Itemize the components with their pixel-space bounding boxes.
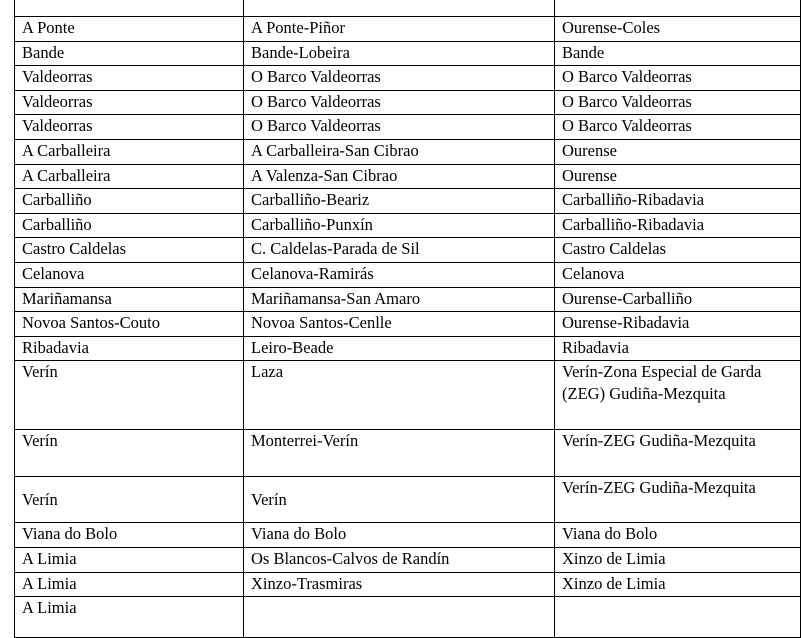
table-row bbox=[15, 430, 801, 477]
table-cell: Celanova bbox=[555, 262, 801, 287]
table-cell: Verín-Zona Especial de Garda (ZEG) Gudiña-Mezquita bbox=[555, 361, 801, 430]
table-cell: Celanova bbox=[15, 262, 244, 287]
table-cell: Mariñamansa bbox=[15, 287, 244, 312]
table-cell: Os Blancos-Calvos de Randín bbox=[244, 547, 555, 572]
table-row bbox=[15, 139, 801, 164]
table-cell: O Barco Valdeorras bbox=[244, 66, 555, 91]
table-row bbox=[15, 213, 801, 238]
table-row bbox=[15, 0, 801, 17]
table-row bbox=[15, 597, 801, 638]
table-cell: O Barco Valdeorras bbox=[244, 115, 555, 140]
table-cell: Ourense bbox=[555, 164, 801, 189]
table-cell: Bande bbox=[15, 41, 244, 66]
table-cell: Leiro-Beade bbox=[244, 336, 555, 361]
table-row bbox=[15, 90, 801, 115]
table-cell: Ourense-Ribadavia bbox=[555, 312, 801, 337]
table-cell: Valdeorras bbox=[15, 66, 244, 91]
table-cell: A Valenza-San Cibrao bbox=[244, 164, 555, 189]
table-cell: Bande bbox=[555, 41, 801, 66]
table-row bbox=[15, 336, 801, 361]
table-cell: Viana do Bolo bbox=[15, 523, 244, 548]
table-cell: Verín bbox=[15, 430, 244, 477]
table-cell: A Carballeira-San Cibrao bbox=[244, 139, 555, 164]
table-row bbox=[15, 238, 801, 263]
table-row bbox=[15, 262, 801, 287]
table-cell: O Barco Valdeorras bbox=[555, 66, 801, 91]
table-cell: Castro Caldelas bbox=[555, 238, 801, 263]
table-cell: Ourense-Carballiño bbox=[555, 287, 801, 312]
table-cell: Carballiño bbox=[15, 213, 244, 238]
table-row bbox=[15, 115, 801, 140]
table-row bbox=[15, 17, 801, 42]
table-cell: Castro Caldelas bbox=[15, 238, 244, 263]
table-cell: O Barco Valdeorras bbox=[555, 115, 801, 140]
table-row bbox=[15, 572, 801, 597]
table-cell: A Ponte bbox=[15, 17, 244, 42]
table-row bbox=[15, 476, 801, 523]
table-row bbox=[15, 66, 801, 91]
table-cell: A Carballeira bbox=[15, 164, 244, 189]
table-cell: Novoa Santos-Couto bbox=[15, 312, 244, 337]
table-cell: A Limia bbox=[15, 597, 244, 638]
table-row bbox=[15, 287, 801, 312]
table-cell: Monterrei-Verín bbox=[244, 430, 555, 477]
table-cell: Carballiño bbox=[15, 189, 244, 214]
table-cell: Viana do Bolo bbox=[244, 523, 555, 548]
table-cell: A Ponte-Piñor bbox=[244, 17, 555, 42]
table-cell: Novoa Santos-Cenlle bbox=[244, 312, 555, 337]
table-cell: A Limia bbox=[15, 547, 244, 572]
table-cell: Valdeorras bbox=[15, 90, 244, 115]
table-row bbox=[15, 164, 801, 189]
table-cell: Mariñamansa-San Amaro bbox=[244, 287, 555, 312]
table-row bbox=[15, 41, 801, 66]
table-cell: Carballiño-Beariz bbox=[244, 189, 555, 214]
table-cell: O Barco Valdeorras bbox=[555, 90, 801, 115]
table-cell: Bande-Lobeira bbox=[244, 41, 555, 66]
table-cell: Verín-ZEG Gudiña-Mezquita bbox=[555, 430, 801, 477]
table-cell: Ourense bbox=[555, 139, 801, 164]
table-cell bbox=[555, 597, 801, 638]
table-cell: Carballiño-Ribadavia bbox=[555, 189, 801, 214]
table-row bbox=[15, 547, 801, 572]
table-row bbox=[15, 523, 801, 548]
table-cell: C. Caldelas-Parada de Sil bbox=[244, 238, 555, 263]
table-row bbox=[15, 312, 801, 337]
table-cell: Celanova-Ramirás bbox=[244, 262, 555, 287]
stations-table bbox=[14, 0, 801, 638]
table-cell: A Carballeira bbox=[15, 139, 244, 164]
table-cell bbox=[15, 0, 244, 17]
table-cell: Xinzo de Limia bbox=[555, 547, 801, 572]
table-cell: Carballiño-Ribadavia bbox=[555, 213, 801, 238]
table-cell: Xinzo-Trasmiras bbox=[244, 572, 555, 597]
table-cell bbox=[244, 597, 555, 638]
table-cell: Verín-ZEG Gudiña-Mezquita bbox=[555, 476, 801, 523]
table-cell: A Limia bbox=[15, 572, 244, 597]
table-cell: Verín bbox=[15, 361, 244, 430]
table-cell: Ourense-Coles bbox=[555, 17, 801, 42]
table-cell: Carballiño-Punxín bbox=[244, 213, 555, 238]
table-cell: Laza bbox=[244, 361, 555, 430]
table-cell: Xinzo de Limia bbox=[555, 572, 801, 597]
table-cell bbox=[555, 0, 801, 17]
table-cell bbox=[244, 0, 555, 17]
table-row bbox=[15, 361, 801, 430]
table-cell: Verín bbox=[244, 476, 555, 523]
table-row bbox=[15, 189, 801, 214]
table-cell: Viana do Bolo bbox=[555, 523, 801, 548]
table-cell: Ribadavia bbox=[555, 336, 801, 361]
table-cell: Verín bbox=[15, 476, 244, 523]
table-cell: Ribadavia bbox=[15, 336, 244, 361]
table-cell: Valdeorras bbox=[15, 115, 244, 140]
table-cell: O Barco Valdeorras bbox=[244, 90, 555, 115]
